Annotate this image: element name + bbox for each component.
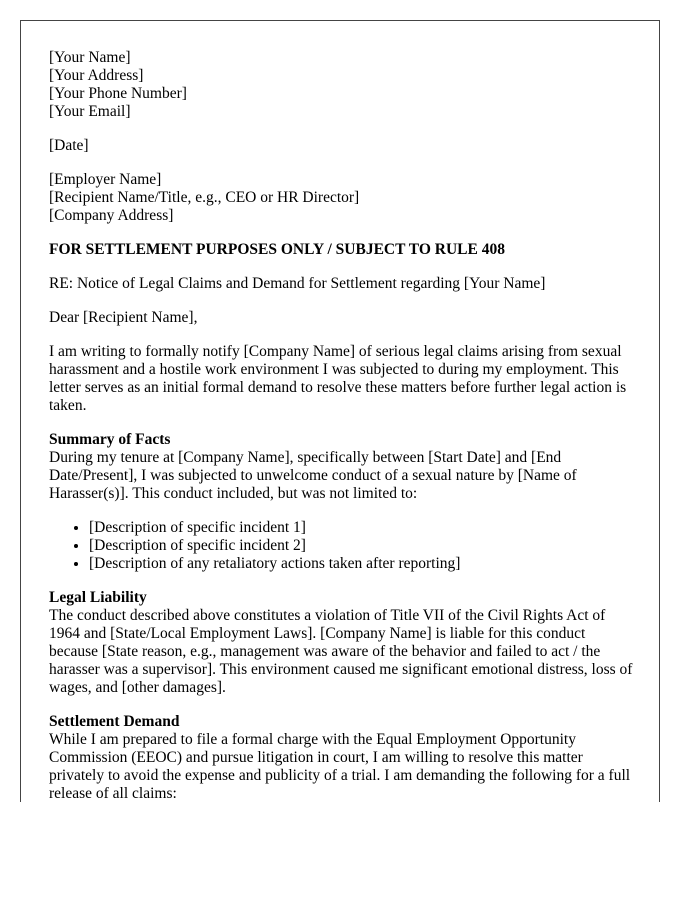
demand-body: While I am prepared to file a formal charge with the Equal Employment Opportunity Commission (EEOC) and pursue litigation in court, I am willing to resolve this matter privately to avoid the expense and publicity of a trial. I am demanding the following for a full release of all claims:	[49, 731, 631, 802]
letter-date: [Date]	[49, 137, 89, 154]
list-item: • [Description of any retaliatory actions taken after reporting]	[89, 555, 634, 573]
facts-heading: Summary of Facts	[49, 431, 171, 448]
recipient-employer: [Employer Name]	[49, 171, 162, 188]
re-line: RE: Notice of Legal Claims and Demand for Settlement regarding [Your Name]	[49, 275, 546, 292]
sender-name: [Your Name]	[49, 49, 131, 66]
sender-address: [Your Address]	[49, 67, 144, 84]
facts-body: During my tenure at [Company Name], specifically between [Start Date] and [End Date/Present], I was subjected to unwelcome conduct of a sexual nature by [Name of Harasser(s)]. This conduct included, but was not limited to:	[49, 449, 577, 502]
sender-block	[49, 49, 634, 121]
salutation: Dear [Recipient Name],	[49, 309, 198, 326]
liability-heading: Legal Liability	[49, 589, 147, 606]
liability-section	[49, 589, 634, 697]
recipient-address: [Company Address]	[49, 207, 174, 224]
list-item: • [Description of specific incident 1]	[89, 519, 634, 537]
letter-content	[49, 49, 634, 802]
sender-email: [Your Email]	[49, 103, 131, 120]
settlement-notice: FOR SETTLEMENT PURPOSES ONLY / SUBJECT TO RULE 408	[49, 241, 505, 258]
facts-section	[49, 431, 634, 573]
list-item: • [Description of specific incident 2]	[89, 537, 634, 555]
recipient-title: [Recipient Name/Title, e.g., CEO or HR Director]	[49, 189, 360, 206]
demand-heading: Settlement Demand	[49, 713, 180, 730]
sender-phone: [Your Phone Number]	[49, 85, 187, 102]
letter-page	[20, 20, 660, 802]
liability-body: The conduct described above constitutes a violation of Title VII of the Civil Rights Act of 1964 and [State/Local Employment Laws]. [Company Name] is liable for this conduct because [State reason, e.g., management was aware of the behavior and failed to act / the harasser was a supervisor]. This environment caused me significant emotional distress, loss of wages, and [other damages].	[49, 607, 633, 696]
demand-section	[49, 713, 634, 802]
intro-paragraph: I am writing to formally notify [Company Name] of serious legal claims arising from sexual harassment and a hostile work environment I was subjected to during my employment. This letter serves as an initial formal demand to resolve these matters before further legal action is taken.	[49, 343, 627, 414]
recipient-block	[49, 171, 634, 225]
date-block	[49, 137, 634, 155]
incident-list	[49, 519, 634, 573]
